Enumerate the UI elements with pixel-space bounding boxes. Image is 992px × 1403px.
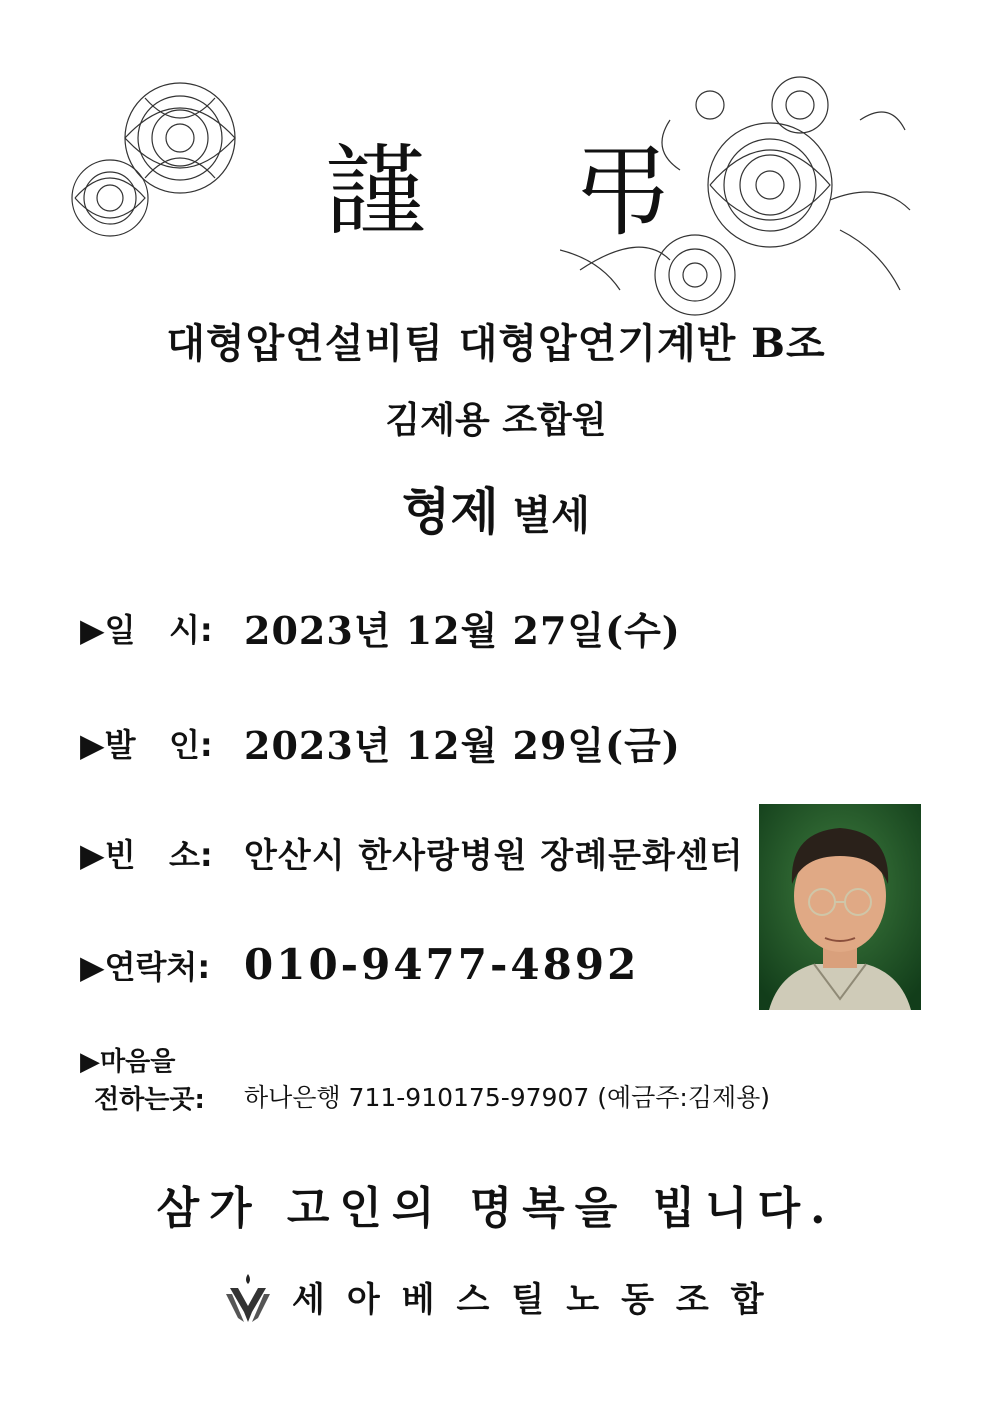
relation-main: 형제 xyxy=(402,482,499,541)
account-value: 하나은행 711-910175-97907 (예금주:김제용) xyxy=(244,1083,771,1112)
detail-label: ▶일 시: xyxy=(80,610,213,649)
detail-row-venue xyxy=(80,828,744,877)
title-char-2: 弔 xyxy=(572,133,672,250)
account-label-line2: 전하는곳: xyxy=(94,1085,205,1115)
detail-label: ▶연락처: xyxy=(80,947,211,986)
detail-row-burial xyxy=(80,715,681,770)
phone-number: 010-9477-4892 xyxy=(244,940,640,989)
closing-message: 삼가 고인의 명복을 빕니다. xyxy=(156,1183,836,1234)
detail-value: 2023년 12월 27일(수) xyxy=(244,608,681,653)
detail-value: 안산시 한사랑병원 장례문화센터 xyxy=(244,836,744,876)
title-char-1: 謹 xyxy=(325,133,425,250)
detail-row-account xyxy=(80,1043,770,1119)
relation-line xyxy=(0,472,992,544)
detail-row-contact xyxy=(80,940,639,989)
detail-value: 2023년 12월 29일(금) xyxy=(244,723,681,768)
relation-sub: 별세 xyxy=(512,492,590,539)
member-line: 김제용 조합원 xyxy=(385,399,607,441)
union-hands-logo xyxy=(224,1272,272,1324)
team-line: 대형압연설비팀 대형압연기계반 B조 xyxy=(166,320,826,367)
account-label-line1: ▶마음을 xyxy=(80,1047,176,1077)
union-name: 세아베스틸노동조합 xyxy=(292,1280,786,1320)
portrait-photo xyxy=(759,804,921,1010)
account-label xyxy=(80,1043,244,1119)
detail-label: ▶빈 소: xyxy=(80,835,213,874)
detail-label: ▶발 인: xyxy=(80,725,213,764)
detail-row-date xyxy=(80,600,681,655)
chrysanthemum-left-illustration xyxy=(65,68,265,243)
